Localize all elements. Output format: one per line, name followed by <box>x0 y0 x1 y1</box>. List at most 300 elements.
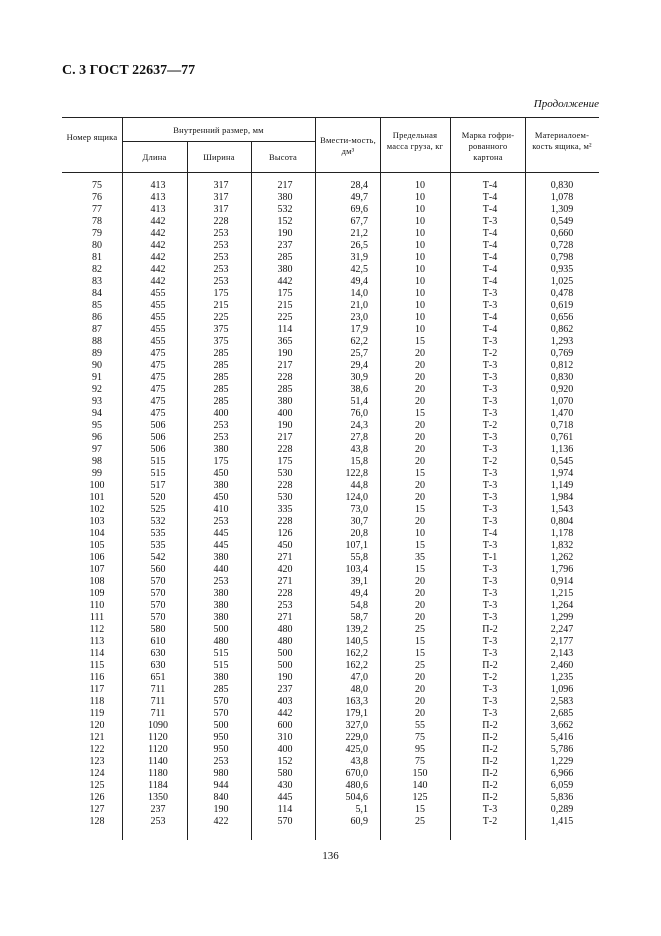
table-cell: 1,070 <box>550 396 574 407</box>
table-cell: 413 <box>150 180 166 191</box>
table-cell: 24,3 <box>350 420 368 431</box>
table-cell: 124,0 <box>345 492 368 503</box>
table-cell: 121 <box>89 732 105 743</box>
table-cell: 92 <box>92 384 102 395</box>
table-cell: Т-3 <box>482 336 498 347</box>
table-cell: 228 <box>277 372 293 383</box>
table-cell: 450 <box>213 492 229 503</box>
column-board-grade <box>455 180 525 828</box>
table-cell: Т-3 <box>482 636 498 647</box>
table-cell: 20,8 <box>350 528 368 539</box>
table-cell: 570 <box>213 696 229 707</box>
table-cell: 20 <box>415 456 425 467</box>
table-cell: 10 <box>415 528 425 539</box>
table-cell: 500 <box>277 648 293 659</box>
table-cell: 20 <box>415 684 425 695</box>
table-cell: П-2 <box>482 768 498 779</box>
table-cell: 1,974 <box>550 468 574 479</box>
table-cell: 10 <box>415 300 425 311</box>
table-cell: 20 <box>415 420 425 431</box>
table-cell: 0,545 <box>550 456 574 467</box>
table-cell: 3,662 <box>550 720 574 731</box>
table-cell: П-2 <box>482 756 498 767</box>
table-cell: 126 <box>277 528 293 539</box>
table-cell: 1,025 <box>550 276 574 287</box>
table-cell: 39,1 <box>350 576 368 587</box>
table-cell: 190 <box>277 228 293 239</box>
table-cell: Т-3 <box>482 444 498 455</box>
table-cell: 15 <box>415 564 425 575</box>
table-cell: Т-3 <box>482 708 498 719</box>
table-cell: 15 <box>415 408 425 419</box>
table-cell: 94 <box>92 408 102 419</box>
table-cell: 310 <box>277 732 293 743</box>
table-cell: 20 <box>415 372 425 383</box>
table-cell: Т-3 <box>482 480 498 491</box>
table-cell: 1,136 <box>550 444 574 455</box>
table-cell: 570 <box>150 588 166 599</box>
table-cell: 422 <box>213 816 229 827</box>
table-cell: 20 <box>415 588 425 599</box>
table-cell: 43,8 <box>350 756 368 767</box>
table-cell: 0,761 <box>550 432 574 443</box>
table-cell: 5,1 <box>355 804 368 815</box>
table-cell: 15 <box>415 468 425 479</box>
table-cell: 480 <box>277 636 293 647</box>
table-cell: 480,6 <box>345 780 368 791</box>
table-cell: 229,0 <box>345 732 368 743</box>
table-cell: Т-3 <box>482 612 498 623</box>
table-cell: 120 <box>89 720 105 731</box>
table-cell: 285 <box>277 384 293 395</box>
table-cell: 580 <box>277 768 293 779</box>
table-cell: 228 <box>277 480 293 491</box>
table-cell: 20 <box>415 360 425 371</box>
table-cell: 271 <box>277 552 293 563</box>
table-cell: Т-4 <box>482 252 498 263</box>
table-cell: 15 <box>415 336 425 347</box>
table-cell: 228 <box>277 588 293 599</box>
table-cell: 506 <box>150 444 166 455</box>
table-cell: 20 <box>415 708 425 719</box>
table-cell: Т-3 <box>482 492 498 503</box>
col-divider <box>315 117 316 840</box>
table-cell: 54,8 <box>350 600 368 611</box>
table-cell: 442 <box>150 216 166 227</box>
page-number: 136 <box>322 850 339 862</box>
table-cell: 162,2 <box>345 648 368 659</box>
table-cell: 25 <box>415 660 425 671</box>
table-cell: 10 <box>415 264 425 275</box>
table-cell: 542 <box>150 552 166 563</box>
table-cell: 1120 <box>148 732 168 743</box>
table-cell: 442 <box>277 276 293 287</box>
table-cell: 380 <box>213 612 229 623</box>
table-cell: 49,4 <box>350 276 368 287</box>
table-cell: Т-2 <box>482 456 498 467</box>
table-cell: 101 <box>89 492 105 503</box>
table-cell: 55 <box>415 720 425 731</box>
table-cell: 87 <box>92 324 102 335</box>
table-cell: 253 <box>213 264 229 275</box>
table-cell: 5,836 <box>550 792 574 803</box>
table-cell: 380 <box>213 588 229 599</box>
table-cell: Т-3 <box>482 576 498 587</box>
table-cell: 150 <box>412 768 428 779</box>
table-cell: Т-2 <box>482 348 498 359</box>
table-cell: Т-3 <box>482 468 498 479</box>
table-cell: 610 <box>150 636 166 647</box>
table-cell: 1,543 <box>550 504 574 515</box>
table-cell: 380 <box>213 672 229 683</box>
table-cell: 711 <box>150 684 166 695</box>
table-cell: 175 <box>213 288 229 299</box>
table-cell: 20 <box>415 672 425 683</box>
table-cell: Т-2 <box>482 672 498 683</box>
table-cell: 107,1 <box>345 540 368 551</box>
table-cell: 1,415 <box>550 816 574 827</box>
table-cell: 253 <box>213 576 229 587</box>
table-cell: 455 <box>150 300 166 311</box>
table-cell: 0,718 <box>550 420 574 431</box>
table-cell: 442 <box>150 264 166 275</box>
table-cell: 237 <box>150 804 166 815</box>
table-cell: 80 <box>92 240 102 251</box>
table-cell: 215 <box>213 300 229 311</box>
table-cell: Т-3 <box>482 684 498 695</box>
table-cell: 532 <box>277 204 293 215</box>
table-cell: 20 <box>415 396 425 407</box>
table-cell: 1,832 <box>550 540 574 551</box>
table-cell: Т-3 <box>482 396 498 407</box>
table-cell: 285 <box>213 372 229 383</box>
table-cell: 630 <box>150 648 166 659</box>
table-cell: 114 <box>89 648 105 659</box>
col-divider <box>450 117 451 840</box>
table-cell: 76,0 <box>350 408 368 419</box>
table-cell: 1,470 <box>550 408 574 419</box>
table-cell: 600 <box>277 720 293 731</box>
table-cell: 140 <box>412 780 428 791</box>
table-cell: 25 <box>415 624 425 635</box>
table-cell: 67,7 <box>350 216 368 227</box>
table-cell: 455 <box>150 324 166 335</box>
table-cell: 317 <box>213 204 229 215</box>
table-cell: 500 <box>213 624 229 635</box>
header-height: Высота <box>268 152 298 162</box>
table-cell: Т-4 <box>482 204 498 215</box>
table-cell: 217 <box>277 432 293 443</box>
table-cell: 0,920 <box>550 384 574 395</box>
table-cell: 711 <box>150 696 166 707</box>
table-cell: 515 <box>213 660 229 671</box>
table-cell: 58,7 <box>350 612 368 623</box>
table-cell: 0,656 <box>550 312 574 323</box>
table-cell: 84 <box>92 288 102 299</box>
table-cell: 100 <box>89 480 105 491</box>
table-cell: 111 <box>89 612 105 623</box>
table-cell: 108 <box>89 576 105 587</box>
table-cell: 1,149 <box>550 480 574 491</box>
table-cell: 114 <box>277 804 293 815</box>
table-cell: 400 <box>213 408 229 419</box>
header-width: Ширина <box>203 152 235 162</box>
table-cell: 535 <box>150 528 166 539</box>
table-cell: 1,262 <box>550 552 574 563</box>
table-cell: 475 <box>150 360 166 371</box>
table-cell: 47,0 <box>350 672 368 683</box>
table-cell: Т-3 <box>482 384 498 395</box>
table-cell: 97 <box>92 444 102 455</box>
table-cell: 380 <box>277 192 293 203</box>
table-cell: 42,5 <box>350 264 368 275</box>
table-cell: П-2 <box>482 732 498 743</box>
table-cell: Т-3 <box>482 288 498 299</box>
column-length <box>128 180 188 828</box>
table-cell: 237 <box>277 240 293 251</box>
table-cell: Т-3 <box>482 588 498 599</box>
table-cell: Т-3 <box>482 408 498 419</box>
table-cell: 104 <box>89 528 105 539</box>
table-cell: 0,798 <box>550 252 574 263</box>
table-cell: 10 <box>415 192 425 203</box>
table-cell: Т-2 <box>482 816 498 827</box>
table-cell: 535 <box>150 540 166 551</box>
table-cell: П-2 <box>482 792 498 803</box>
table-cell: 15 <box>415 804 425 815</box>
table-cell: 21,2 <box>350 228 368 239</box>
table-cell: 116 <box>89 672 105 683</box>
table-cell: 1,178 <box>550 528 574 539</box>
table-cell: 0,660 <box>550 228 574 239</box>
table-cell: 162,2 <box>345 660 368 671</box>
table-cell: П-2 <box>482 720 498 731</box>
table-cell: 6,059 <box>550 780 574 791</box>
table-cell: 413 <box>150 192 166 203</box>
table-cell: 122 <box>89 744 105 755</box>
table-cell: 1,096 <box>550 684 574 695</box>
table-cell: 253 <box>213 432 229 443</box>
table-cell: 1140 <box>148 756 168 767</box>
table-cell: 225 <box>213 312 229 323</box>
table-cell: Т-4 <box>482 180 498 191</box>
table-cell: 103,4 <box>345 564 368 575</box>
table-cell: Т-3 <box>482 804 498 815</box>
col-divider <box>380 117 381 840</box>
table-cell: 20 <box>415 432 425 443</box>
table-cell: 228 <box>213 216 229 227</box>
table-cell: 630 <box>150 660 166 671</box>
table-cell: 410 <box>213 504 229 515</box>
col-divider <box>122 117 123 840</box>
table-cell: П-2 <box>482 624 498 635</box>
table-cell: 944 <box>213 780 229 791</box>
table-cell: 10 <box>415 216 425 227</box>
table-cell: 15,8 <box>350 456 368 467</box>
table-cell: 570 <box>213 708 229 719</box>
table-cell: 950 <box>213 732 229 743</box>
table-cell: 285 <box>277 252 293 263</box>
table-cell: 10 <box>415 252 425 263</box>
table-cell: 107 <box>89 564 105 575</box>
table-cell: 480 <box>213 636 229 647</box>
table-cell: 450 <box>277 540 293 551</box>
table-cell: 1,264 <box>550 600 574 611</box>
inner-size-subrule <box>122 141 315 142</box>
table-cell: Т-3 <box>482 648 498 659</box>
table-cell: 380 <box>213 444 229 455</box>
table-cell: 48,0 <box>350 684 368 695</box>
table-cell: 20 <box>415 576 425 587</box>
table-cell: 51,4 <box>350 396 368 407</box>
table-cell: 15 <box>415 504 425 515</box>
table-cell: Т-3 <box>482 372 498 383</box>
table-cell: Т-3 <box>482 540 498 551</box>
table-cell: 440 <box>213 564 229 575</box>
table-cell: 285 <box>213 684 229 695</box>
table-cell: 49,4 <box>350 588 368 599</box>
table-cell: 0,914 <box>550 576 574 587</box>
table-cell: 950 <box>213 744 229 755</box>
table-cell: 0,935 <box>550 264 574 275</box>
table-cell: 2,143 <box>550 648 574 659</box>
table-cell: Т-1 <box>482 552 498 563</box>
table-cell: 515 <box>150 468 166 479</box>
table-cell: 2,177 <box>550 636 574 647</box>
table-cell: 112 <box>89 624 105 635</box>
table-cell: 44,8 <box>350 480 368 491</box>
table-cell: Т-2 <box>482 420 498 431</box>
table-top-rule <box>62 117 599 118</box>
table-cell: 10 <box>415 288 425 299</box>
table-cell: 75 <box>92 180 102 191</box>
table-cell: 10 <box>415 312 425 323</box>
table-cell: 380 <box>213 480 229 491</box>
table-cell: 27,8 <box>350 432 368 443</box>
table-cell: 1,796 <box>550 564 574 575</box>
table-cell: 285 <box>213 396 229 407</box>
table-cell: 20 <box>415 696 425 707</box>
table-cell: Т-3 <box>482 432 498 443</box>
table-cell: 445 <box>213 528 229 539</box>
page-header: С. 3 ГОСТ 22637—77 <box>62 63 196 78</box>
table-cell: Т-4 <box>482 324 498 335</box>
table-cell: 475 <box>150 384 166 395</box>
table-cell: Т-3 <box>482 516 498 527</box>
table-cell: 365 <box>277 336 293 347</box>
table-cell: 69,6 <box>350 204 368 215</box>
table-cell: П-2 <box>482 780 498 791</box>
table-cell: Т-4 <box>482 528 498 539</box>
table-cell: 506 <box>150 432 166 443</box>
table-cell: 425,0 <box>345 744 368 755</box>
table-cell: 30,9 <box>350 372 368 383</box>
table-cell: 35 <box>415 552 425 563</box>
table-cell: Т-3 <box>482 300 498 311</box>
table-cell: 400 <box>277 408 293 419</box>
table-cell: Т-4 <box>482 240 498 251</box>
table-cell: 1,293 <box>550 336 574 347</box>
table-cell: 442 <box>150 240 166 251</box>
table-cell: 123 <box>89 756 105 767</box>
table-cell: 500 <box>277 660 293 671</box>
table-cell: 190 <box>277 672 293 683</box>
table-cell: 455 <box>150 312 166 323</box>
table-cell: 1,078 <box>550 192 574 203</box>
table-cell: 23,0 <box>350 312 368 323</box>
table-cell: 88 <box>92 336 102 347</box>
table-cell: 455 <box>150 288 166 299</box>
table-cell: 670,0 <box>345 768 368 779</box>
table-cell: 253 <box>213 228 229 239</box>
table-cell: 78 <box>92 216 102 227</box>
table-cell: 0,830 <box>550 180 574 191</box>
table-cell: 28,4 <box>350 180 368 191</box>
table-cell: 2,460 <box>550 660 574 671</box>
table-cell: 442 <box>277 708 293 719</box>
table-cell: 2,247 <box>550 624 574 635</box>
table-cell: 81 <box>92 252 102 263</box>
table-cell: 89 <box>92 348 102 359</box>
table-cell: 420 <box>277 564 293 575</box>
table-cell: 580 <box>150 624 166 635</box>
table-cell: 175 <box>213 456 229 467</box>
table-cell: 217 <box>277 180 293 191</box>
table-cell: 475 <box>150 408 166 419</box>
table-cell: 570 <box>150 600 166 611</box>
table-cell: 122,8 <box>345 468 368 479</box>
table-cell: 515 <box>213 648 229 659</box>
table-cell: П-2 <box>482 660 498 671</box>
table-cell: 163,3 <box>345 696 368 707</box>
table-cell: 1120 <box>148 744 168 755</box>
table-cell: 455 <box>150 336 166 347</box>
table-cell: 15 <box>415 540 425 551</box>
table-cell: 20 <box>415 492 425 503</box>
header-capacity: Вмести-мость, дм³ <box>320 135 376 156</box>
header-length: Длина <box>142 152 167 162</box>
table-cell: 31,9 <box>350 252 368 263</box>
table-cell: 20 <box>415 384 425 395</box>
table-cell: 90 <box>92 360 102 371</box>
table-cell: 6,966 <box>550 768 574 779</box>
table-cell: 271 <box>277 576 293 587</box>
table-cell: 14,0 <box>350 288 368 299</box>
table-cell: 73,0 <box>350 504 368 515</box>
table-cell: 5,416 <box>550 732 574 743</box>
table-cell: 0,804 <box>550 516 574 527</box>
table-cell: 1,229 <box>550 756 574 767</box>
table-cell: 110 <box>89 600 105 611</box>
table-cell: 2,685 <box>550 708 574 719</box>
column-width <box>190 180 252 828</box>
table-cell: 1,299 <box>550 612 574 623</box>
table-cell: 253 <box>150 816 166 827</box>
table-cell: 570 <box>150 576 166 587</box>
table-cell: 43,8 <box>350 444 368 455</box>
table-cell: 152 <box>277 216 293 227</box>
table-cell: 445 <box>277 792 293 803</box>
table-cell: 1090 <box>148 720 168 731</box>
table-cell: 253 <box>213 516 229 527</box>
table-cell: 1,235 <box>550 672 574 683</box>
table-cell: 79 <box>92 228 102 239</box>
table-cell: 30,7 <box>350 516 368 527</box>
table-cell: 0,812 <box>550 360 574 371</box>
table-cell: 285 <box>213 348 229 359</box>
table-cell: 119 <box>89 708 105 719</box>
table-cell: 1180 <box>148 768 168 779</box>
